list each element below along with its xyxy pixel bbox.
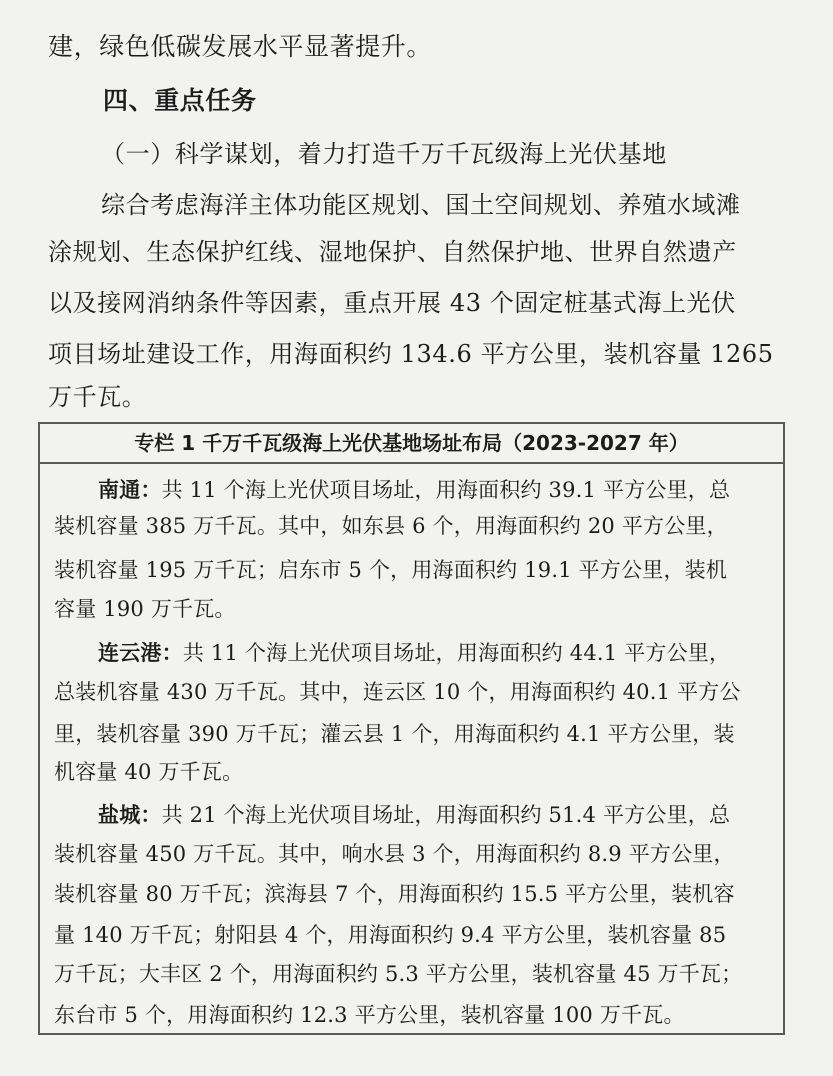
yancheng-first-text: 共 21 个海上光伏项目场址，用海面积约 51.4 平方公里，总 (161, 803, 731, 827)
para-line-2: 涂规划、生态保护红线、湿地保护、自然保护地、世界自然遗产 (48, 238, 737, 266)
lianyungang-line: 机容量 40 万千瓦。 (54, 760, 244, 784)
box-title: 专栏 1 千万千瓦级海上光伏基地场址布局（2023-2027 年） (40, 424, 783, 464)
lianyungang-first-line (98, 642, 730, 664)
body-line-1: 建，绿色低碳发展水平显著提升。 (48, 32, 433, 61)
yancheng-line: 装机容量 450 万千瓦。其中，响水县 3 个，用海面积约 8.9 平方公里， (54, 842, 735, 866)
subheading: （一）科学谋划，着力打造千万千瓦级海上光伏基地 (101, 140, 667, 168)
yancheng-first-line (98, 804, 730, 826)
special-column-box (38, 422, 785, 1035)
nantong-first-line (98, 479, 730, 501)
para-line-4: 项目场址建设工作，用海面积约 134.6 平方公里，装机容量 1265 (48, 340, 774, 368)
nantong-first-text: 共 11 个海上光伏项目场址，用海面积约 39.1 平方公里，总 (161, 478, 731, 502)
para-line-1: 综合考虑海洋主体功能区规划、国土空间规划、养殖水域滩 (101, 191, 741, 219)
nantong-line: 装机容量 195 万千瓦；启东市 5 个，用海面积约 19.1 平方公里，装机 (54, 558, 728, 582)
lianyungang-label: 连云港： (98, 640, 183, 665)
yancheng-line: 东台市 5 个，用海面积约 12.3 平方公里，装机容量 100 万千瓦。 (54, 1003, 685, 1027)
lianyungang-first-text: 共 11 个海上光伏项目场址，用海面积约 44.1 平方公里， (182, 641, 731, 665)
yancheng-line: 装机容量 80 万千瓦；滨海县 7 个，用海面积约 15.5 平方公里，装机容 (54, 882, 735, 906)
section-heading: 四、重点任务 (103, 86, 257, 115)
yancheng-line: 万千瓦；大丰区 2 个，用海面积约 5.3 平方公里，装机容量 45 万千瓦； (54, 962, 743, 986)
para-line-5: 万千瓦。 (48, 383, 147, 411)
lianyungang-line: 里，装机容量 390 万千瓦；灌云县 1 个，用海面积约 4.1 平方公里，装 (54, 722, 735, 746)
yancheng-label: 盐城： (98, 802, 162, 827)
nantong-line: 装机容量 385 万千瓦。其中，如东县 6 个，用海面积约 20 平方公里， (54, 514, 728, 538)
para-line-3: 以及接网消纳条件等因素，重点开展 43 个固定桩基式海上光伏 (48, 289, 736, 317)
nantong-label: 南通： (98, 477, 162, 502)
nantong-line: 容量 190 万千瓦。 (54, 597, 236, 621)
lianyungang-line: 总装机容量 430 万千瓦。其中，连云区 10 个，用海面积约 40.1 平方公 (54, 680, 741, 704)
yancheng-line: 量 140 万千瓦；射阳县 4 个，用海面积约 9.4 平方公里，装机容量 85 (54, 923, 727, 947)
